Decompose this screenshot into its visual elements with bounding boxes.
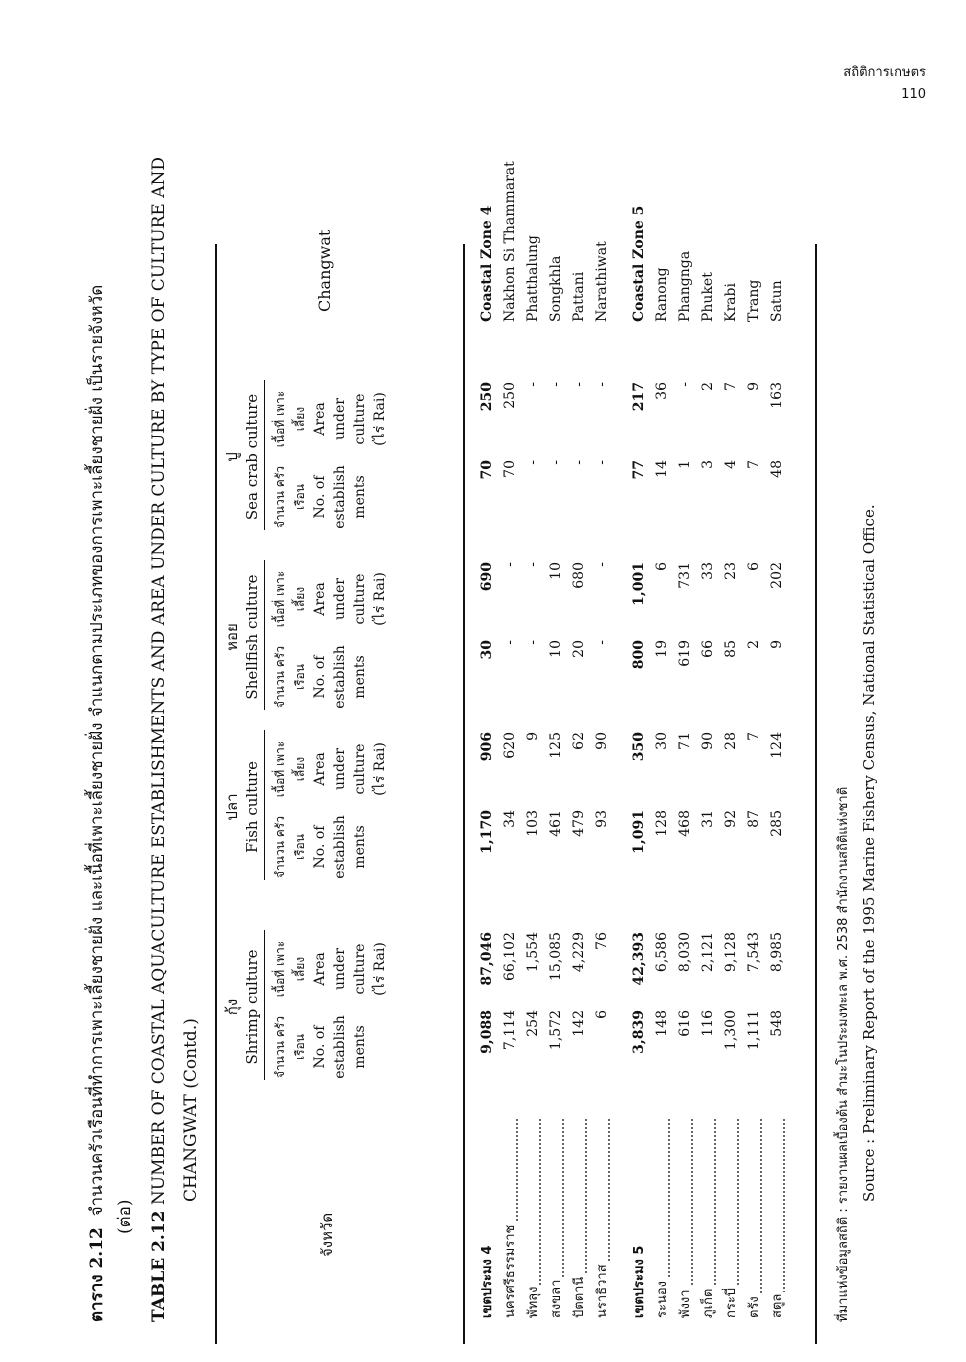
seacrab-area-cell: 217 — [631, 382, 647, 412]
changwat-english-cell: Krabi — [723, 283, 739, 322]
subheader-shellfish-no: จำนวน ครัวเรือน No. of establish ments — [273, 645, 368, 709]
fish-area-cell: 906 — [479, 732, 495, 762]
english-title-text: NUMBER OF COASTAL AQUACULTURE ESTABLISHMENTS AND AREA UNDER CULTURE BY TYPE OF CULTURE AND — [149, 156, 169, 1206]
shrimp-no-cell: 9,088 — [479, 1010, 495, 1054]
shrimp-no-cell: 1,572 — [548, 1010, 564, 1051]
page-number: 110 — [901, 87, 926, 102]
seacrab-area-cell: - — [594, 382, 610, 387]
fish-no-cell: 92 — [723, 810, 739, 828]
seacrab-area-cell: 250 — [502, 382, 518, 409]
changwat-english-cell: Phuket — [700, 272, 716, 322]
table-row — [651, 0, 674, 1362]
shellfish-area-cell: - — [502, 562, 518, 567]
changwat-thai-cell: ตรัง — [743, 1118, 766, 1318]
changwat-thai-cell: กระบี่ — [720, 1118, 743, 1318]
shrimp-no-cell: 3,839 — [631, 1010, 647, 1054]
fish-area-cell: 30 — [654, 732, 670, 750]
subheader-shrimp-area: เนื้อที่ เพาะเลี้ยง Area under culture (ไร่ Rai) — [273, 940, 388, 998]
shrimp-no-cell: 116 — [700, 1010, 716, 1037]
shellfish-area-cell: 10 — [548, 562, 564, 580]
shellfish-area-cell: 6 — [654, 562, 670, 571]
seacrab-area-cell: 9 — [746, 382, 762, 391]
seacrab-no-cell: - — [525, 460, 541, 465]
fish-area-cell: 350 — [631, 732, 647, 762]
shrimp-area-cell: 2,121 — [700, 932, 716, 973]
shrimp-area-cell: 1,554 — [525, 932, 541, 973]
changwat-english-cell: Coastal Zone 4 — [479, 205, 495, 322]
zone-row — [476, 0, 499, 1362]
english-title-line2: CHANGWAT (Contd.) — [181, 1018, 201, 1202]
fish-area-cell: 90 — [700, 732, 716, 750]
changwat-english-cell: Ranong — [654, 267, 670, 322]
stub-header-thai: จังหวัด — [318, 1212, 336, 1257]
changwat-english-cell: Trang — [746, 279, 762, 322]
table-top-rule — [215, 244, 217, 1344]
shrimp-no-cell: 1,111 — [746, 1010, 762, 1051]
shellfish-area-cell: 23 — [723, 562, 739, 580]
changwat-thai-cell: เขตประมง 5 — [632, 1245, 647, 1318]
changwat-thai-cell: ปัตตานี — [568, 1118, 591, 1318]
thai-title-contd: (ต่อ) — [115, 1199, 135, 1234]
fish-no-cell: 103 — [525, 810, 541, 837]
shellfish-area-cell: - — [594, 562, 610, 567]
shrimp-no-cell: 6 — [594, 1010, 610, 1019]
stub-header-english: Changwat — [315, 229, 334, 312]
thai-title-line — [84, 285, 110, 1322]
shellfish-no-cell: - — [594, 640, 610, 645]
group-rule-shrimp — [264, 930, 265, 1080]
shrimp-no-cell: 148 — [654, 1010, 670, 1037]
seacrab-no-cell: - — [571, 460, 587, 465]
table-row — [674, 0, 697, 1362]
seacrab-no-cell: 70 — [479, 460, 495, 480]
shellfish-no-cell: 800 — [631, 640, 647, 670]
changwat-thai-cell: เขตประมง 4 — [480, 1245, 495, 1318]
shellfish-no-cell: 619 — [677, 640, 693, 667]
shrimp-no-cell: 1,300 — [723, 1010, 739, 1051]
fish-no-cell: 34 — [502, 810, 518, 828]
seacrab-no-cell: 7 — [746, 460, 762, 469]
thai-source-note: ที่มาแห่งข้อมูลสถิติ : รายงานผลเบื้องต้น สำมะโนประมงทะเล พ.ศ. 2538 สำนักงานสถิติแห่งชาติ — [836, 786, 851, 1322]
shrimp-area-cell: 87,046 — [479, 932, 495, 986]
shellfish-area-cell: 1,001 — [631, 562, 647, 606]
seacrab-no-cell: 4 — [723, 460, 739, 469]
group-header-shrimp: กุ้ง Shrimp culture — [223, 949, 261, 1065]
shrimp-no-cell: 616 — [677, 1010, 693, 1037]
table-row — [568, 0, 591, 1362]
changwat-english-cell: Phatthalung — [525, 235, 541, 322]
table-row — [743, 0, 766, 1362]
group-rule-seacrab — [264, 380, 265, 530]
changwat-english-cell: Phangnga — [677, 250, 693, 322]
seacrab-no-cell: 48 — [769, 460, 785, 478]
changwat-english-cell: Songkhla — [548, 255, 564, 322]
shellfish-no-cell: - — [525, 640, 541, 645]
subheader-fish-no: จำนวน ครัวเรือน No. of establish ments — [273, 815, 368, 879]
shrimp-area-cell: 8,985 — [769, 932, 785, 973]
fish-area-cell: 9 — [525, 732, 541, 741]
table-row — [545, 0, 568, 1362]
shellfish-area-cell: 33 — [700, 562, 716, 580]
changwat-english-cell: Narathiwat — [594, 241, 610, 322]
table-row — [522, 0, 545, 1362]
thai-title-text: จำนวนครัวเรือนที่ทำการเพาะเลี้ยงชายฝั่ง และเนื้อที่เพาะเลี้ยงชายฝั่ง จำแนกตามประเภทของการเพาะเลี้ยงชายฝั่ง เป็นรายจังหวัด — [87, 284, 107, 1217]
changwat-thai-cell: ภูเก็ต — [697, 1118, 720, 1318]
shellfish-area-cell: 202 — [769, 562, 785, 589]
table-row — [591, 0, 614, 1362]
header-bottom-rule — [463, 244, 465, 1344]
fish-no-cell: 461 — [548, 810, 564, 837]
shellfish-no-cell: 30 — [479, 640, 495, 660]
shellfish-no-cell: 19 — [654, 640, 670, 658]
fish-no-cell: 285 — [769, 810, 785, 837]
subheader-shellfish-area: เนื้อที่ เพาะเลี้ยง Area under culture (ไร่ Rai) — [273, 570, 388, 628]
changwat-thai-cell: พังงา — [674, 1118, 697, 1318]
seacrab-area-cell: 7 — [723, 382, 739, 391]
shellfish-area-cell: 6 — [746, 562, 762, 571]
subheader-seacrab-no: จำนวน ครัวเรือน No. of establish ments — [273, 465, 368, 529]
english-title-line1 — [146, 157, 172, 1322]
changwat-english-cell: Nakhon Si Thammarat — [502, 161, 518, 322]
fish-area-cell: 90 — [594, 732, 610, 750]
seacrab-no-cell: 3 — [700, 460, 716, 469]
changwat-thai-cell: นราธิวาส — [591, 1118, 614, 1318]
seacrab-area-cell: 163 — [769, 382, 785, 409]
shellfish-no-cell: 20 — [571, 640, 587, 658]
fish-no-cell: 1,091 — [631, 810, 647, 854]
shellfish-no-cell: 2 — [746, 640, 762, 649]
shellfish-no-cell: 10 — [548, 640, 564, 658]
seacrab-area-cell: - — [548, 382, 564, 387]
shrimp-area-cell: 4,229 — [571, 932, 587, 973]
fish-area-cell: 620 — [502, 732, 518, 759]
shellfish-no-cell: - — [502, 640, 518, 645]
fish-area-cell: 71 — [677, 732, 693, 750]
shrimp-no-cell: 142 — [571, 1010, 587, 1037]
table-bottom-rule — [815, 244, 817, 1344]
zone-row — [628, 0, 651, 1362]
english-source-note: Source : Preliminary Report of the 1995 Marine Fishery Census, National Statistical Office. — [860, 504, 878, 1202]
seacrab-area-cell: 250 — [479, 382, 495, 412]
shellfish-area-cell: 731 — [677, 562, 693, 589]
group-rule-shellfish — [264, 560, 265, 710]
changwat-thai-cell: สตูล — [766, 1118, 789, 1318]
shrimp-no-cell: 7,114 — [502, 1010, 518, 1051]
seacrab-area-cell: - — [525, 382, 541, 387]
group-header-fish: ปลา Fish culture — [223, 761, 261, 853]
seacrab-no-cell: 77 — [631, 460, 647, 480]
subheader-seacrab-area: เนื้อที่ เพาะเลี้ยง Area under culture (ไร่ Rai) — [273, 390, 388, 448]
fish-area-cell: 125 — [548, 732, 564, 759]
fish-no-cell: 93 — [594, 810, 610, 828]
seacrab-no-cell: 70 — [502, 460, 518, 478]
table-row — [697, 0, 720, 1362]
thai-title-prefix: ตาราง 2.12 — [87, 1227, 107, 1322]
changwat-thai-cell: สงขลา — [545, 1118, 568, 1318]
fish-area-cell: 7 — [746, 732, 762, 741]
seacrab-area-cell: 2 — [700, 382, 716, 391]
table-row — [766, 0, 789, 1362]
shrimp-area-cell: 15,085 — [548, 932, 564, 981]
seacrab-no-cell: - — [594, 460, 610, 465]
shellfish-no-cell: 66 — [700, 640, 716, 658]
table-row — [720, 0, 743, 1362]
shrimp-area-cell: 42,393 — [631, 932, 647, 986]
changwat-thai-cell: นครศรีธรรมราช — [499, 1118, 522, 1318]
fish-area-cell: 124 — [769, 732, 785, 759]
fish-no-cell: 128 — [654, 810, 670, 837]
group-rule-fish — [264, 730, 265, 880]
shellfish-area-cell: 690 — [479, 562, 495, 592]
shellfish-no-cell: 85 — [723, 640, 739, 658]
fish-area-cell: 62 — [571, 732, 587, 750]
changwat-english-cell: Satun — [769, 280, 785, 322]
seacrab-area-cell: - — [677, 382, 693, 387]
changwat-thai-cell: พัทลุง — [522, 1118, 545, 1318]
section-title: สถิติการเกษตร — [843, 65, 926, 80]
seacrab-area-cell: 36 — [654, 382, 670, 400]
changwat-english-cell: Coastal Zone 5 — [631, 205, 647, 322]
subheader-shrimp-no: จำนวน ครัวเรือน No. of establish ments — [273, 1015, 368, 1079]
group-header-seacrab: ปู Sea crab culture — [223, 393, 261, 521]
changwat-thai-cell: ระนอง — [651, 1118, 674, 1318]
shellfish-no-cell: 9 — [769, 640, 785, 649]
fish-no-cell: 87 — [746, 810, 762, 828]
shrimp-area-cell: 66,102 — [502, 932, 518, 981]
shellfish-area-cell: - — [525, 562, 541, 567]
shrimp-area-cell: 8,030 — [677, 932, 693, 973]
seacrab-no-cell: 14 — [654, 460, 670, 478]
shrimp-area-cell: 7,543 — [746, 932, 762, 973]
shrimp-area-cell: 6,586 — [654, 932, 670, 973]
seacrab-no-cell: 1 — [677, 460, 693, 469]
shrimp-no-cell: 254 — [525, 1010, 541, 1037]
fish-no-cell: 1,170 — [479, 810, 495, 854]
changwat-english-cell: Pattani — [571, 271, 587, 322]
shrimp-area-cell: 9,128 — [723, 932, 739, 973]
fish-no-cell: 479 — [571, 810, 587, 837]
fish-no-cell: 31 — [700, 810, 716, 828]
shellfish-area-cell: 680 — [571, 562, 587, 589]
fish-no-cell: 468 — [677, 810, 693, 837]
subheader-fish-area: เนื้อที่ เพาะเลี้ยง Area under culture (ไร่ Rai) — [273, 740, 388, 798]
seacrab-area-cell: - — [571, 382, 587, 387]
english-title-prefix: TABLE 2.12 — [149, 1210, 169, 1322]
seacrab-no-cell: - — [548, 460, 564, 465]
table-row — [499, 0, 522, 1362]
shrimp-area-cell: 76 — [594, 932, 610, 950]
group-header-shellfish: หอย Shellfish culture — [223, 574, 261, 700]
fish-area-cell: 28 — [723, 732, 739, 750]
shrimp-no-cell: 548 — [769, 1010, 785, 1037]
